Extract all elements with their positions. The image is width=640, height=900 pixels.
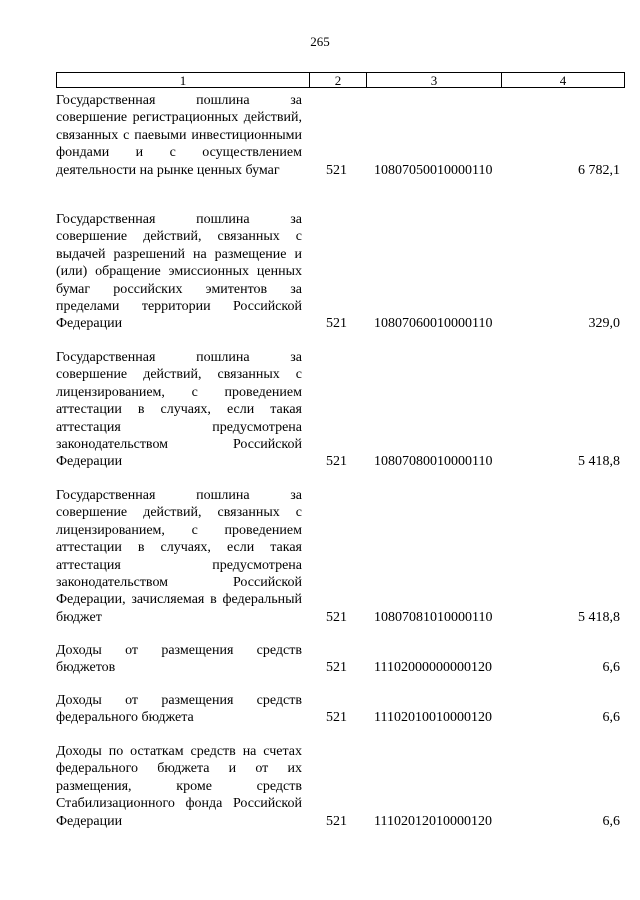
column-header-3: 3 bbox=[367, 73, 502, 88]
row-kbk: 10807081010000110 bbox=[374, 609, 493, 625]
table-row bbox=[56, 92, 620, 179]
row-code: 521 bbox=[326, 710, 347, 726]
row-amount: 5 418,8 bbox=[578, 609, 620, 625]
row-amount: 329,0 bbox=[588, 316, 620, 332]
row-amount: 6 782,1 bbox=[578, 162, 620, 178]
row-kbk: 10807050010000110 bbox=[374, 162, 493, 178]
row-amount: 6,6 bbox=[602, 710, 620, 726]
column-header-table bbox=[56, 72, 625, 88]
table-row bbox=[56, 211, 620, 333]
column-header-4: 4 bbox=[502, 73, 625, 88]
column-header-row bbox=[57, 73, 625, 88]
table-row bbox=[56, 487, 620, 626]
row-name: Доходы по остаткам средств на счетах федерального бюджета и от их размещения, кроме средств Стабилизационного фонда Российской Федерации bbox=[56, 744, 302, 829]
table-row bbox=[56, 642, 620, 677]
row-code: 521 bbox=[326, 660, 347, 676]
row-kbk: 10807080010000110 bbox=[374, 454, 493, 470]
row-kbk: 11102010010000120 bbox=[374, 710, 492, 726]
row-amount: 6,6 bbox=[602, 813, 620, 829]
row-code: 521 bbox=[326, 316, 347, 332]
row-kbk: 11102012010000120 bbox=[374, 813, 492, 829]
row-name: Государственная пошлина за совершение действий, связанных с лицензированием, с проведением аттестации в случаях, если такая аттестация предусмотрена законодательством Российской Федерации, зачисляемая в федеральный бюджет bbox=[56, 488, 302, 625]
row-kbk: 11102000000000120 bbox=[374, 660, 492, 676]
row-name: Государственная пошлина за совершение действий, связанных с выдачей разрешений на размещение и (или) обращение эмиссионных ценных бумаг российских эмитентов за пределами территории Российской Федерации bbox=[56, 212, 302, 332]
row-amount: 5 418,8 bbox=[578, 454, 620, 470]
row-kbk: 10807060010000110 bbox=[374, 316, 493, 332]
row-code: 521 bbox=[326, 813, 347, 829]
row-code: 521 bbox=[326, 162, 347, 178]
row-code: 521 bbox=[326, 454, 347, 470]
page-number: 265 bbox=[310, 34, 330, 49]
row-code: 521 bbox=[326, 609, 347, 625]
table-row bbox=[56, 349, 620, 471]
column-header-2: 2 bbox=[310, 73, 367, 88]
table-row bbox=[56, 743, 620, 830]
table-row bbox=[56, 692, 620, 727]
row-name: Доходы от размещения средств бюджетов bbox=[56, 643, 302, 676]
column-header-1: 1 bbox=[57, 73, 310, 88]
row-name: Доходы от размещения средств федерального бюджета bbox=[56, 693, 302, 726]
row-name: Государственная пошлина за совершение регистрационных действий, связанных с паевыми инвестиционными фондами и с осуществлением деятельности на рынке ценных бумаг bbox=[56, 93, 302, 178]
row-amount: 6,6 bbox=[602, 660, 620, 676]
row-name: Государственная пошлина за совершение действий, связанных с лицензированием, с проведением аттестации в случаях, если такая аттестация предусмотрена законодательством Российской Федерации bbox=[56, 350, 302, 470]
